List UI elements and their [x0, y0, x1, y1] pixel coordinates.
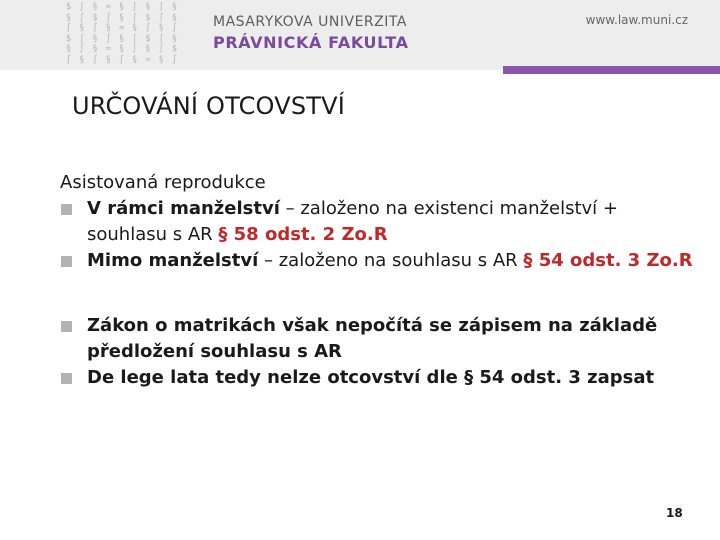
list-item	[60, 365, 700, 391]
bullet-text: – založeno na souhlasu s AR	[258, 250, 524, 271]
header-bar	[0, 0, 720, 70]
website-url[interactable]: www.law.muni.cz	[585, 13, 688, 27]
bullet-list	[60, 313, 700, 391]
slide-content	[60, 170, 700, 391]
page-number: 18	[666, 506, 683, 520]
accent-bar	[503, 66, 720, 74]
slide-title: URČOVÁNÍ OTCOVSTVÍ	[72, 92, 346, 120]
bullet-square-icon	[61, 373, 72, 384]
bullet-bold-text: V rámci manželství	[87, 198, 280, 219]
bullet-square-icon	[61, 256, 72, 267]
bullet-text: – založeno na existenci manželství + souhlasu s AR	[87, 198, 618, 245]
bullet-list	[60, 196, 700, 274]
bullet-text: De lege lata tedy nelze otcovství dle § 54 odst. 3 zapsat	[87, 367, 655, 388]
bullet-text: Zákon o matrikách však nepočítá se zápisem na základě předložení souhlasu s AR	[87, 315, 658, 362]
list-item	[60, 248, 700, 274]
list-item	[60, 313, 700, 365]
bullet-square-icon	[61, 204, 72, 215]
faculty-name: PRÁVNICKÁ FAKULTA	[213, 33, 409, 52]
university-name: MASARYKOVA UNIVERZITA	[213, 14, 407, 30]
legal-reference: § 54 odst. 3 Zo.R	[523, 250, 693, 271]
logo-pattern: $ ∫ § ≈ § ∫ § ∫ § § ∫ $ ∫ § ∫ $ ∫ § ∫ § ∫ § ≈ § ∫ § ∫ $ ∫ § ∫ § ∫ $ ∫ § § ∫ § ≈ § ∫ § ∫ $ ∫ § ∫ § ∫ § ≈ § ∫	[66, 2, 179, 65]
list-item	[60, 196, 700, 248]
bullet-bold-text: Mimo manželství	[87, 250, 259, 271]
spacer	[60, 274, 700, 313]
slide-subtitle: Asistovaná reprodukce	[60, 172, 266, 193]
bullet-square-icon	[61, 321, 72, 332]
legal-reference: § 58 odst. 2 Zo.R	[218, 224, 388, 245]
